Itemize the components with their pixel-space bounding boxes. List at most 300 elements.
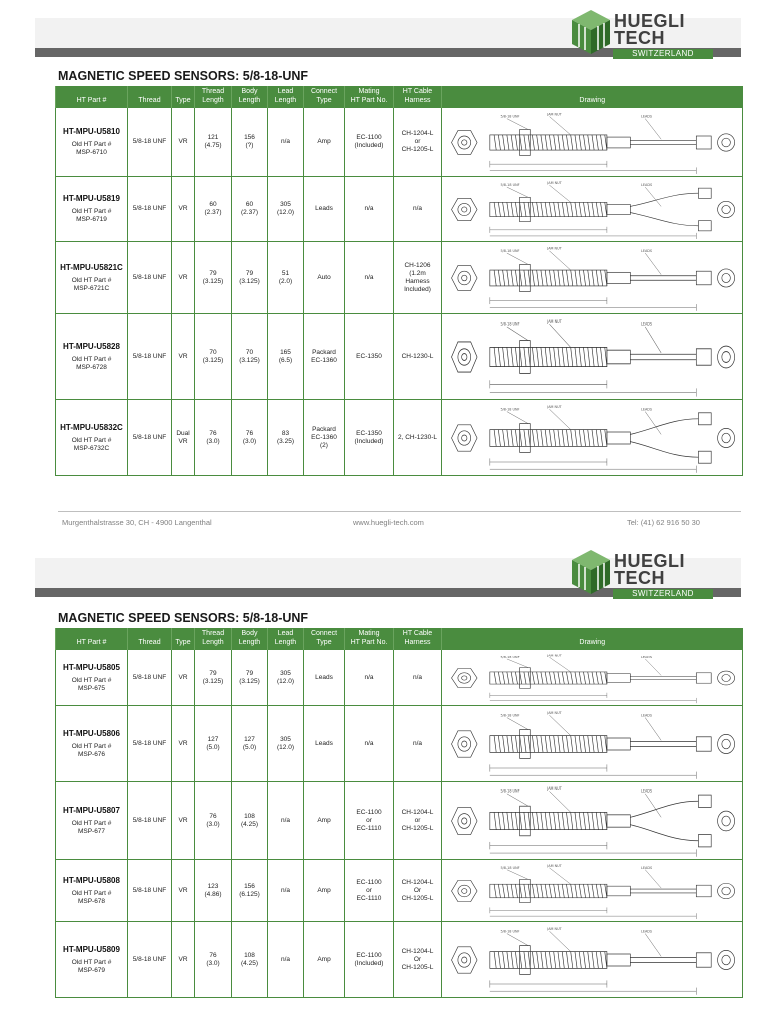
header-text: Thread bbox=[201, 630, 225, 637]
cell-body-length-text: 108 (4.25) bbox=[241, 951, 258, 967]
svg-text:JAM NUT: JAM NUT bbox=[547, 404, 562, 409]
header-text: Lead bbox=[277, 88, 294, 95]
catalog-page-2 bbox=[0, 540, 768, 1024]
old-part-label: Old HT Part # bbox=[71, 742, 112, 750]
cell-drawing bbox=[442, 400, 743, 476]
cell-lead-length-text: n/a bbox=[280, 886, 291, 894]
cell-mating-part-text: n/a bbox=[364, 673, 374, 681]
cell-connect-type bbox=[304, 782, 345, 860]
cell-mating-part bbox=[345, 650, 394, 706]
cell-thread-text: 5/8-18 UNF bbox=[132, 739, 167, 747]
cell-thread bbox=[128, 650, 172, 706]
cell-type-text: VR bbox=[178, 352, 188, 360]
col-header-type: Type bbox=[172, 628, 195, 650]
cell-lead-length-text: n/a bbox=[280, 955, 291, 963]
part-number: HT-MPU-U5821C bbox=[60, 262, 123, 272]
part-number: HT-MPU-U5805 bbox=[63, 662, 120, 672]
cell-body-length bbox=[232, 922, 268, 998]
cell-drawing bbox=[442, 860, 743, 922]
part-number: HT-MPU-U5806 bbox=[63, 728, 120, 738]
cell-connect-type bbox=[304, 860, 345, 922]
cell-type-text: VR bbox=[178, 955, 188, 963]
svg-text:LEADS: LEADS bbox=[640, 865, 653, 870]
table-row bbox=[56, 922, 743, 998]
col-header-drawing: Drawing bbox=[442, 86, 743, 108]
old-part-label: Old HT Part # bbox=[71, 889, 112, 897]
svg-text:5/8-18 UNF: 5/8-18 UNF bbox=[500, 928, 520, 933]
header-text: Mating bbox=[358, 88, 380, 95]
cell-connect-type-text: Auto bbox=[317, 273, 331, 281]
table-row bbox=[56, 706, 743, 782]
cell-part bbox=[56, 782, 128, 860]
cell-lead-length-text: 83 (3.25) bbox=[277, 429, 294, 445]
svg-text:JAM NUT: JAM NUT bbox=[547, 246, 562, 251]
svg-text:LEADS: LEADS bbox=[640, 182, 653, 187]
header-text: Length bbox=[274, 639, 297, 646]
table-row bbox=[56, 314, 743, 400]
cell-connect-type bbox=[304, 400, 345, 476]
cell-cable-harness bbox=[394, 400, 442, 476]
cell-connect-type-text: Amp bbox=[317, 955, 331, 963]
cell-drawing bbox=[442, 650, 743, 706]
old-part-number: MSP-6719 bbox=[76, 216, 107, 223]
table-row bbox=[56, 650, 743, 706]
cell-thread-length-text: 76 (3.0) bbox=[206, 812, 220, 828]
svg-text:5/8-18 UNF: 5/8-18 UNF bbox=[500, 114, 520, 119]
table-row bbox=[56, 782, 743, 860]
old-part-number: MSP-6732C bbox=[73, 444, 110, 452]
cell-body-length bbox=[232, 860, 268, 922]
table-row bbox=[56, 242, 743, 314]
cell-part bbox=[56, 108, 128, 177]
cell-mating-part bbox=[345, 922, 394, 998]
old-part-label: Old HT Part # bbox=[71, 141, 112, 148]
cell-type-text: VR bbox=[178, 739, 188, 747]
svg-text:JAM NUT: JAM NUT bbox=[547, 180, 562, 185]
header-text: HT Cable bbox=[402, 88, 433, 95]
svg-text:LEADS: LEADS bbox=[640, 788, 653, 794]
cell-thread bbox=[128, 706, 172, 782]
cell-thread-length-text: 60 (2.37) bbox=[204, 201, 222, 216]
cell-part bbox=[56, 242, 128, 314]
header-text: Length bbox=[238, 639, 261, 646]
cell-drawing bbox=[442, 922, 743, 998]
huegli-tech-logo bbox=[570, 548, 745, 600]
cell-part bbox=[56, 706, 128, 782]
header-text: Type bbox=[316, 97, 332, 104]
cell-mating-part bbox=[345, 177, 394, 242]
cell-type bbox=[172, 650, 195, 706]
old-part-number: MSP-6710 bbox=[76, 149, 107, 156]
cell-lead-length bbox=[268, 242, 304, 314]
footer-website[interactable]: www.huegli-tech.com bbox=[353, 518, 424, 527]
cell-connect-type bbox=[304, 706, 345, 782]
col-header-lead-length bbox=[268, 628, 304, 650]
cell-lead-length-text: 305 (12.0) bbox=[277, 201, 294, 216]
sensor-drawing-icon bbox=[443, 316, 741, 398]
cell-body-length bbox=[232, 314, 268, 400]
cell-body-length-text: 60 (2.37) bbox=[241, 201, 258, 216]
table-row bbox=[56, 860, 743, 922]
header-text: Type bbox=[316, 639, 332, 646]
part-number: HT-MPU-U5828 bbox=[63, 341, 120, 351]
cell-thread-length-text: 79 (3.125) bbox=[202, 669, 224, 685]
cell-type bbox=[172, 242, 195, 314]
cell-cable-harness bbox=[394, 706, 442, 782]
cell-thread-length bbox=[195, 400, 232, 476]
cell-lead-length-text: 51 (2.0) bbox=[278, 269, 293, 285]
cell-lead-length-text: n/a bbox=[280, 816, 291, 824]
header-text: Length bbox=[274, 97, 297, 104]
cell-part bbox=[56, 922, 128, 998]
cell-body-length-text: 79 (3.125) bbox=[239, 669, 260, 685]
cell-thread-text: 5/8-18 UNF bbox=[132, 138, 167, 145]
cell-mating-part bbox=[345, 242, 394, 314]
cell-thread-length bbox=[195, 650, 232, 706]
cell-lead-length bbox=[268, 314, 304, 400]
svg-text:JAM NUT: JAM NUT bbox=[547, 710, 562, 715]
cell-type-text: VR bbox=[178, 273, 188, 281]
cell-connect-type bbox=[304, 108, 345, 177]
section-title: MAGNETIC SPEED SENSORS: 5/8-18-UNF bbox=[58, 69, 309, 83]
cell-type bbox=[172, 177, 195, 242]
footer-address: Murgenthalstrasse 30, CH - 4900 Langenthal bbox=[62, 518, 212, 527]
col-header-thread: Thread bbox=[128, 628, 172, 650]
cell-thread bbox=[128, 860, 172, 922]
cell-lead-length bbox=[268, 650, 304, 706]
cell-connect-type bbox=[304, 314, 345, 400]
cell-cable-harness bbox=[394, 922, 442, 998]
svg-text:5/8-18 UNF: 5/8-18 UNF bbox=[500, 865, 520, 870]
cell-type-text: VR bbox=[178, 816, 188, 824]
cell-body-length-text: 156 (?) bbox=[244, 134, 255, 149]
svg-text:LEADS: LEADS bbox=[640, 320, 653, 327]
old-part-label: Old HT Part # bbox=[71, 676, 112, 684]
sensor-drawing-icon bbox=[443, 244, 741, 312]
cell-connect-type-text: Leads bbox=[315, 205, 333, 212]
cell-cable-harness bbox=[394, 782, 442, 860]
cube-logo-icon bbox=[570, 8, 612, 56]
cell-body-length-text: 76 (3.0) bbox=[242, 429, 257, 445]
cell-cable-harness-text: n/a bbox=[412, 739, 423, 747]
cell-cable-harness bbox=[394, 242, 442, 314]
svg-text:5/8-18 UNF: 5/8-18 UNF bbox=[500, 182, 520, 187]
table-row bbox=[56, 108, 743, 177]
cell-type-text: VR bbox=[178, 886, 188, 894]
cell-type-text: Dual VR bbox=[176, 429, 190, 445]
cell-type bbox=[172, 314, 195, 400]
cell-type-text: VR bbox=[178, 205, 188, 212]
cell-lead-length-text: 305 (12.0) bbox=[277, 669, 294, 685]
col-header-body-length bbox=[232, 86, 268, 108]
logo-text-tech: TECH bbox=[614, 28, 665, 48]
old-part-label: Old HT Part # bbox=[71, 436, 112, 444]
header-text: Length bbox=[202, 97, 224, 104]
cell-cable-harness bbox=[394, 314, 442, 400]
sensor-drawing-icon bbox=[443, 110, 741, 175]
cell-cable-harness-text: 2, CH-1230-L bbox=[397, 433, 438, 441]
svg-text:LEADS: LEADS bbox=[640, 248, 653, 253]
sensor-table-page-2 bbox=[55, 628, 743, 998]
cell-thread-length bbox=[195, 314, 232, 400]
cell-thread-length bbox=[195, 108, 232, 177]
cell-thread-text: 5/8-18 UNF bbox=[132, 352, 167, 360]
cell-lead-length-text: 305 (12.0) bbox=[277, 735, 294, 751]
cell-mating-part bbox=[345, 400, 394, 476]
cell-type bbox=[172, 108, 195, 177]
col-header-thread: Thread bbox=[128, 86, 172, 108]
header-text: HT Part No. bbox=[350, 639, 388, 646]
cell-cable-harness-text: n/a bbox=[412, 205, 423, 212]
cell-thread-length-text: 121 (4.75) bbox=[204, 134, 222, 149]
cell-part bbox=[56, 650, 128, 706]
cell-thread-text: 5/8-18 UNF bbox=[132, 673, 167, 681]
cell-thread-text: 5/8-18 UNF bbox=[132, 273, 167, 281]
svg-text:JAM NUT: JAM NUT bbox=[547, 786, 562, 791]
cell-connect-type-text: Leads bbox=[315, 739, 333, 747]
cell-thread-length-text: 123 (4.86) bbox=[204, 882, 222, 898]
header-text: Lead bbox=[277, 630, 294, 637]
footer-phone: Tel: (41) 62 916 50 30 bbox=[627, 518, 700, 527]
cell-thread-text: 5/8-18 UNF bbox=[132, 205, 167, 212]
cell-mating-part-text: EC-1350 bbox=[356, 352, 382, 360]
cell-connect-type-text: Amp bbox=[317, 138, 331, 145]
cell-lead-length bbox=[268, 782, 304, 860]
cell-connect-type bbox=[304, 922, 345, 998]
cell-cable-harness-text: CH-1204-L Or CH-1205-L bbox=[401, 947, 434, 971]
cell-thread bbox=[128, 242, 172, 314]
cell-cable-harness bbox=[394, 108, 442, 177]
cell-lead-length bbox=[268, 706, 304, 782]
cell-thread-length-text: 79 (3.125) bbox=[202, 269, 224, 285]
cell-cable-harness-text: CH-1230-L bbox=[401, 352, 434, 360]
cell-cable-harness-text: CH-1204-L or CH-1205-L bbox=[401, 808, 434, 832]
old-part-label: Old HT Part # bbox=[71, 958, 112, 966]
cell-drawing bbox=[442, 314, 743, 400]
cell-mating-part-text: n/a bbox=[364, 739, 374, 747]
old-part-number: MSP-675 bbox=[77, 684, 106, 692]
cell-body-length-text: 70 (3.125) bbox=[239, 348, 260, 364]
cell-lead-length bbox=[268, 860, 304, 922]
huegli-tech-logo bbox=[570, 8, 745, 60]
cell-part bbox=[56, 177, 128, 242]
cube-logo-icon bbox=[570, 548, 612, 596]
cell-cable-harness-text: CH-1204-L Or CH-1205-L bbox=[401, 878, 434, 902]
sensor-table-page-1 bbox=[55, 86, 743, 476]
header-text: Connect bbox=[310, 88, 338, 95]
header-text: Thread bbox=[201, 88, 225, 95]
cell-lead-length bbox=[268, 400, 304, 476]
cell-lead-length bbox=[268, 108, 304, 177]
cell-mating-part bbox=[345, 108, 394, 177]
cell-type bbox=[172, 782, 195, 860]
cell-body-length-text: 108 (4.25) bbox=[241, 812, 258, 828]
cell-connect-type-text: Packard EC-1360 bbox=[311, 348, 337, 364]
cell-thread-length bbox=[195, 242, 232, 314]
cell-thread bbox=[128, 177, 172, 242]
cell-thread bbox=[128, 314, 172, 400]
cell-body-length bbox=[232, 108, 268, 177]
svg-text:LEADS: LEADS bbox=[640, 928, 653, 933]
sensor-drawing-icon bbox=[443, 652, 741, 704]
svg-text:JAM NUT: JAM NUT bbox=[547, 317, 562, 324]
cell-type bbox=[172, 400, 195, 476]
table-header-row bbox=[56, 86, 743, 108]
old-part-label: Old HT Part # bbox=[71, 355, 112, 363]
header-text: Body bbox=[241, 630, 258, 637]
cell-thread bbox=[128, 782, 172, 860]
table-row bbox=[56, 400, 743, 476]
cell-mating-part-text: EC-1100 or EC-1110 bbox=[356, 808, 382, 832]
cell-connect-type bbox=[304, 177, 345, 242]
svg-text:LEADS: LEADS bbox=[640, 114, 653, 119]
old-part-label: Old HT Part # bbox=[71, 276, 112, 284]
col-header-part: HT Part # bbox=[56, 628, 128, 650]
cell-type-text: VR bbox=[178, 673, 188, 681]
svg-text:JAM NUT: JAM NUT bbox=[547, 111, 562, 116]
cell-mating-part-text: EC-1100 or EC-1110 bbox=[356, 878, 382, 902]
header-text: HT Part No. bbox=[350, 97, 388, 104]
cell-mating-part bbox=[345, 314, 394, 400]
col-header-thread-length bbox=[195, 628, 232, 650]
cell-cable-harness-text: n/a bbox=[412, 673, 423, 681]
cell-drawing bbox=[442, 177, 743, 242]
cell-thread bbox=[128, 400, 172, 476]
cell-drawing bbox=[442, 782, 743, 860]
cell-thread-text: 5/8-18 UNF bbox=[132, 816, 167, 824]
logo-tagline: SWITZERLAND bbox=[613, 49, 713, 59]
sensor-drawing-icon bbox=[443, 862, 741, 920]
old-part-number: MSP-6728 bbox=[76, 363, 107, 371]
col-header-thread-length bbox=[195, 86, 232, 108]
svg-text:LEADS: LEADS bbox=[640, 654, 653, 659]
cell-type bbox=[172, 860, 195, 922]
old-part-number: MSP-6721C bbox=[73, 284, 110, 292]
svg-text:LEADS: LEADS bbox=[640, 406, 653, 411]
header-text: Connect bbox=[310, 630, 338, 637]
cell-thread-text: 5/8-18 UNF bbox=[132, 886, 167, 894]
cell-thread-length bbox=[195, 706, 232, 782]
cell-body-length-text: 127 (5.0) bbox=[242, 735, 257, 751]
cell-cable-harness bbox=[394, 650, 442, 706]
cell-body-length bbox=[232, 400, 268, 476]
sensor-drawing-icon bbox=[443, 179, 741, 240]
section-title: MAGNETIC SPEED SENSORS: 5/8-18-UNF bbox=[58, 611, 309, 625]
header-text: HT Cable bbox=[402, 630, 433, 637]
cell-mating-part bbox=[345, 782, 394, 860]
cell-part bbox=[56, 860, 128, 922]
cell-body-length bbox=[232, 782, 268, 860]
cell-body-length bbox=[232, 650, 268, 706]
header-text: Length bbox=[238, 97, 261, 104]
logo-text-tech: TECH bbox=[614, 568, 665, 588]
cell-cable-harness-text: CH-1204-L or CH-1205-L bbox=[401, 130, 434, 153]
cell-cable-harness bbox=[394, 177, 442, 242]
cell-cable-harness-text: CH-1206 (1.2m Harness Included) bbox=[404, 261, 431, 293]
cell-body-length bbox=[232, 242, 268, 314]
logo-text-huegli: HUEGLI bbox=[614, 11, 686, 31]
logo-tagline: SWITZERLAND bbox=[613, 589, 713, 599]
col-header-type: Type bbox=[172, 86, 195, 108]
table-header-row bbox=[56, 628, 743, 650]
cell-mating-part-text: EC-1350 (Included) bbox=[354, 429, 384, 445]
sensor-drawing-icon bbox=[443, 784, 741, 858]
cell-thread-length bbox=[195, 860, 232, 922]
cell-body-length-text: 79 (3.125) bbox=[239, 269, 260, 285]
cell-lead-length-text: n/a bbox=[280, 138, 291, 145]
cell-type bbox=[172, 922, 195, 998]
cell-thread bbox=[128, 922, 172, 998]
cell-mating-part bbox=[345, 860, 394, 922]
svg-text:JAM NUT: JAM NUT bbox=[547, 863, 562, 868]
svg-text:5/8-18 UNF: 5/8-18 UNF bbox=[500, 712, 520, 717]
cell-mating-part-text: EC-1100 (Included) bbox=[354, 134, 384, 149]
cell-connect-type bbox=[304, 650, 345, 706]
part-number: HT-MPU-U5807 bbox=[63, 805, 120, 815]
cell-part bbox=[56, 400, 128, 476]
col-header-mating-part bbox=[345, 86, 394, 108]
cell-mating-part-text: n/a bbox=[364, 205, 374, 212]
cell-body-length bbox=[232, 706, 268, 782]
part-number: HT-MPU-U5819 bbox=[63, 194, 120, 203]
cell-drawing bbox=[442, 242, 743, 314]
cell-connect-type-text: Amp bbox=[317, 886, 331, 894]
svg-text:LEADS: LEADS bbox=[640, 712, 653, 717]
header-text: Mating bbox=[358, 630, 380, 637]
svg-text:JAM NUT: JAM NUT bbox=[547, 653, 562, 657]
cell-connect-type-text: Leads bbox=[315, 673, 333, 681]
old-part-label: Old HT Part # bbox=[71, 208, 112, 215]
cell-thread-length-text: 76 (3.0) bbox=[206, 951, 220, 967]
sensor-drawing-icon bbox=[443, 924, 741, 996]
cell-mating-part-text: n/a bbox=[364, 273, 374, 281]
cell-thread-length-text: 127 (5.0) bbox=[206, 735, 220, 751]
old-part-number: MSP-678 bbox=[77, 897, 106, 905]
cell-type bbox=[172, 706, 195, 782]
old-part-number: MSP-676 bbox=[77, 750, 106, 758]
part-number: HT-MPU-U5808 bbox=[63, 875, 120, 885]
svg-text:5/8-18 UNF: 5/8-18 UNF bbox=[500, 788, 520, 794]
cell-type-text: VR bbox=[178, 138, 188, 145]
cell-part bbox=[56, 314, 128, 400]
cell-thread-length bbox=[195, 922, 232, 998]
part-number: HT-MPU-U5809 bbox=[63, 944, 120, 954]
old-part-label: Old HT Part # bbox=[71, 819, 112, 827]
col-header-body-length bbox=[232, 628, 268, 650]
footer-rule bbox=[58, 511, 741, 512]
part-number: HT-MPU-U5810 bbox=[63, 127, 120, 136]
cell-body-length bbox=[232, 177, 268, 242]
col-header-part: HT Part # bbox=[56, 86, 128, 108]
table-row bbox=[56, 177, 743, 242]
sensor-drawing-icon bbox=[443, 708, 741, 780]
cell-lead-length bbox=[268, 177, 304, 242]
old-part-number: MSP-679 bbox=[77, 966, 106, 974]
svg-text:5/8-18 UNF: 5/8-18 UNF bbox=[500, 320, 520, 327]
cell-thread-length-text: 76 (3.0) bbox=[206, 429, 220, 445]
part-number: HT-MPU-U5832C bbox=[60, 422, 123, 432]
col-header-cable-harness bbox=[394, 86, 442, 108]
cell-lead-length-text: 165 (6.5) bbox=[278, 348, 293, 364]
col-header-drawing: Drawing bbox=[442, 628, 743, 650]
col-header-lead-length bbox=[268, 86, 304, 108]
col-header-connect-type bbox=[304, 86, 345, 108]
cell-thread-text: 5/8-18 UNF bbox=[132, 955, 167, 963]
cell-thread bbox=[128, 108, 172, 177]
col-header-connect-type bbox=[304, 628, 345, 650]
cell-thread-length-text: 70 (3.125) bbox=[202, 348, 224, 364]
cell-drawing bbox=[442, 108, 743, 177]
